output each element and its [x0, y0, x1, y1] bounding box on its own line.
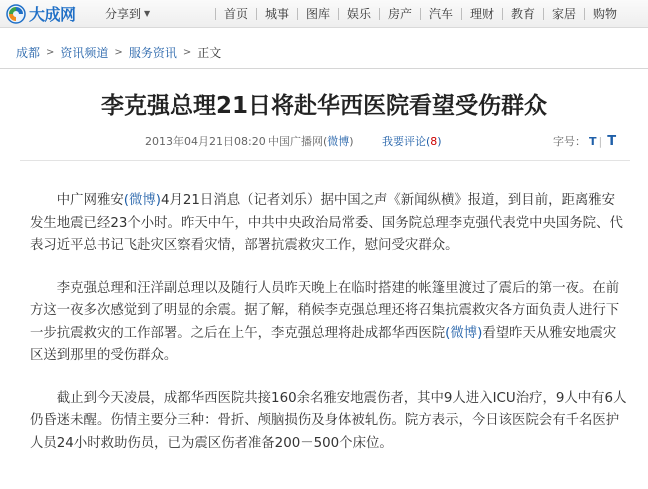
- nav-item-home-living[interactable]: 家居: [551, 7, 576, 21]
- comment-open: (: [426, 135, 431, 148]
- nav-item-city[interactable]: 城事: [264, 7, 289, 21]
- meta-divider: [20, 160, 630, 161]
- article-source: [268, 133, 354, 149]
- font-large-button[interactable]: T: [607, 134, 617, 149]
- nav-item-shopping[interactable]: 购物: [592, 7, 617, 21]
- p1-text-b: 4月21日消息（记者刘乐）据中国之声《新闻纵横》报道，到目前，距离雅安发生地震已经23个小时。昨天中午，中共中央政治局常委、国务院总理李克强代表党中央国务院、代表习近平总书记飞赴灾区察看灾情，部署抗震救灾工作，慰问受灾群众。: [30, 193, 623, 253]
- article-paragraph-1: [30, 190, 628, 258]
- source-name: 中国广播网(: [268, 135, 328, 148]
- top-bar: [0, 0, 648, 28]
- article-title: 李克强总理21日将赴华西医院看望受伤群众: [100, 93, 547, 119]
- breadcrumb: [16, 44, 221, 61]
- p1-text-a: 中广网雅安: [56, 193, 124, 208]
- weibo-link-1[interactable]: (微博): [123, 193, 161, 208]
- comment-label: 我要评论: [382, 135, 426, 148]
- nav-item-finance[interactable]: 理财: [469, 7, 494, 21]
- main-nav: [215, 0, 625, 27]
- source-weibo-link[interactable]: 微博: [327, 135, 350, 148]
- article-paragraph-2: [30, 278, 628, 368]
- font-size-control: [553, 133, 616, 149]
- share-dropdown[interactable]: [105, 5, 150, 22]
- comment-close: ): [437, 135, 442, 148]
- share-label: 分享到: [105, 7, 142, 21]
- chevron-right-icon: >: [46, 47, 55, 58]
- article-meta: [0, 133, 648, 151]
- nav-item-auto[interactable]: 汽车: [428, 7, 453, 21]
- font-small-button[interactable]: T: [589, 135, 597, 148]
- site-logo[interactable]: [6, 3, 76, 24]
- comment-link[interactable]: [382, 133, 442, 149]
- nav-item-gallery[interactable]: 图库: [305, 7, 330, 21]
- nav-item-education[interactable]: 教育: [510, 7, 535, 21]
- article-paragraph-3: 截止到今天凌晨，成都华西医院共接160余名雅安地震伤者，其中9人进入ICU治疗，9人中有6人仍昏迷未醒。伤情主要分三种：骨折、颅脑损伤及身体被轧伤。院方表示，今日该医院会有千名医护人员24小时救助伤员，已为震区伤者准备200－500个床位。: [30, 390, 627, 451]
- breadcrumb-news-channel[interactable]: 资讯频道: [60, 46, 109, 60]
- logo-text: 大成网: [29, 5, 76, 24]
- nav-item-realestate[interactable]: 房产: [387, 7, 412, 21]
- weibo-link-2[interactable]: (微博): [445, 325, 483, 341]
- breadcrumb-service-news[interactable]: 服务资讯: [128, 46, 177, 60]
- font-size-label: 字号：: [553, 135, 586, 148]
- p2-text-b: 看望昨天从雅安地震灾区送到那里的受伤群众。: [30, 325, 617, 363]
- chevron-right-icon: >: [182, 47, 192, 58]
- article-body: [30, 190, 628, 475]
- caret-down-icon: ▼: [144, 9, 151, 18]
- breadcrumb-chengdu[interactable]: 成都: [16, 46, 41, 60]
- breadcrumb-divider: [0, 68, 648, 69]
- source-close: ): [349, 135, 354, 148]
- font-size-divider: |: [598, 135, 603, 148]
- breadcrumb-current: 正文: [197, 46, 222, 60]
- publish-date: 2013年04月21日08:20: [145, 135, 266, 148]
- p2-text-a: 李克强总理和汪洋副总理以及随行人员昨天晚上在临时搭建的帐篷里渡过了震后的第一夜。在前方这一夜多次感觉到了明显的余震。据了解，稍候李克强总理还将召集抗震救灾各方面负责人进行下一步抗震救灾的工作部署。之后在上午，李克强总理将赴成都华西医院: [30, 280, 620, 341]
- logo-swirl-icon: [6, 4, 26, 24]
- nav-item-home[interactable]: 首页: [223, 7, 248, 21]
- comment-count: 8: [430, 135, 438, 148]
- nav-item-entertainment[interactable]: 娱乐: [346, 7, 371, 21]
- chevron-right-icon: >: [114, 47, 123, 58]
